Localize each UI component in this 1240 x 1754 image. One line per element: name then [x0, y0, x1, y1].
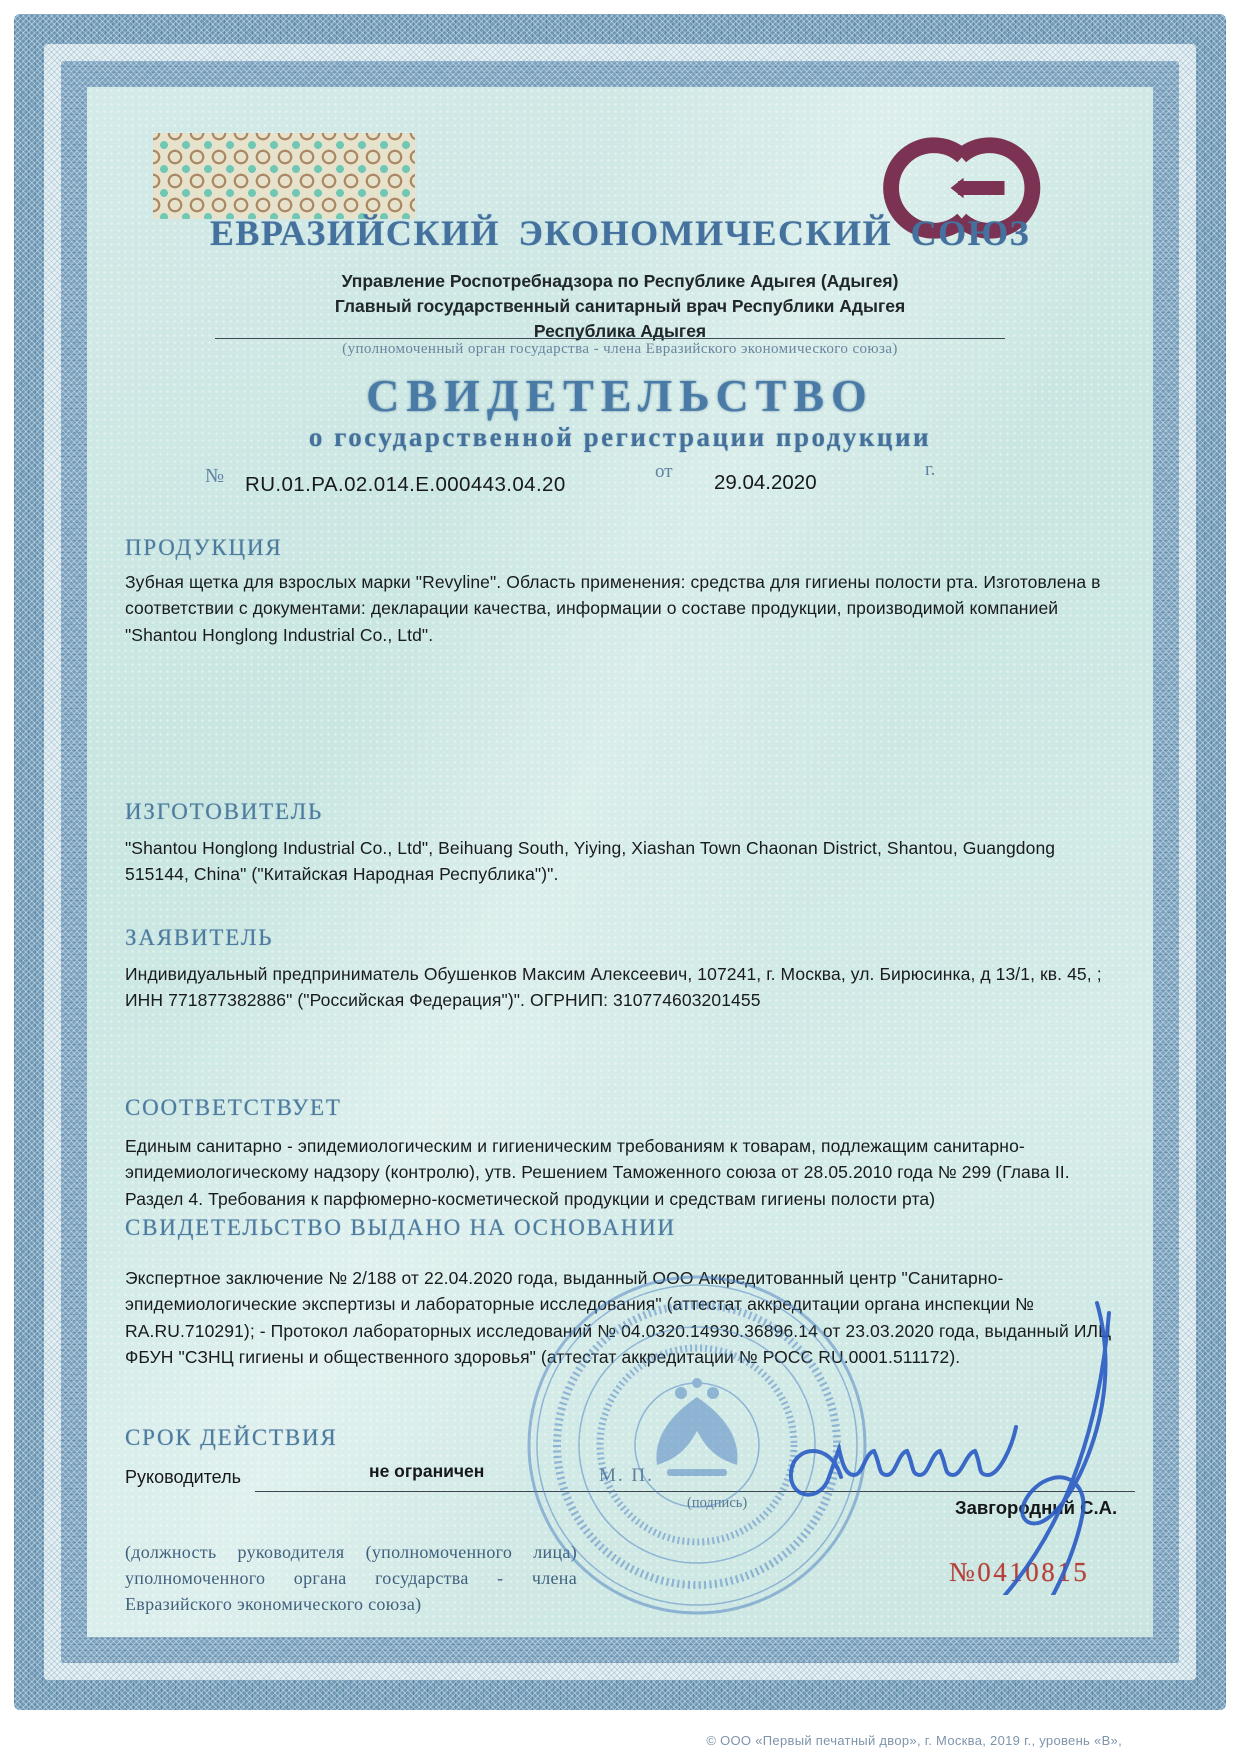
- section-heading-conforms: СООТВЕТСТВУЕТ: [125, 1095, 342, 1120]
- authority-line: Республика Адыгея: [533, 320, 707, 341]
- authority-line: Главный государственный санитарный врач Республики Адыгея: [334, 295, 906, 316]
- handwritten-signature: [541, 1265, 1141, 1595]
- head-official-label: Руководитель: [125, 1467, 241, 1487]
- section-text-manufacturer: "Shantou Honglong Industrial Co., Ltd", Beihuang South, Yiying, Xiashan Town Chaonan District, Shantou, Guangdong 515144, China" ("Китайская Народная Республика")".: [125, 838, 1056, 885]
- section-heading-applicant: ЗАЯВИТЕЛЬ: [125, 925, 274, 950]
- section-heading-manufacturer: ИЗГОТОВИТЕЛЬ: [125, 799, 323, 824]
- section-heading-basis: СВИДЕТЕЛЬСТВО ВЫДАНО НА ОСНОВАНИИ: [125, 1215, 676, 1240]
- number-sign: №: [205, 465, 225, 487]
- printer-imprint: © ООО «Первый печатный двор», г. Москва, 2019 г., уровень «В»,: [706, 1733, 1122, 1748]
- position-caption: (должность руководителя (уполномоченного лица) уполномоченного органа государства - члена Евразийского экономического союза): [125, 1542, 577, 1615]
- inner-guilloche-border: [61, 61, 1179, 1663]
- blank-serial-number: №0410815: [949, 1557, 1090, 1587]
- seal-place-mark: М. П.: [599, 1465, 654, 1486]
- registration-date: 29.04.2020: [714, 471, 817, 494]
- issuing-authority: [87, 269, 1153, 344]
- authority-underline: [215, 338, 1005, 339]
- section-text-basis: Экспертное заключение № 2/188 от 22.04.2020 года, выданный ООО Аккредитованный центр "Санитарно-эпидемиологические экспертизы и лабораторные исследования" (аттестат аккредитации органа инспекции № RA.RU.710291); - Протокол лабораторных исследований № 04.0320.14930.36896.14 от 23.03.2020 года, выданный ИЛЦ ФБУН "СЗНЦ гигиены и общественного здоровья" (аттестат аккредитации № РОСС RU.0001.511172).: [125, 1268, 1112, 1367]
- union-title: ЕВРАЗИЙСКИЙ ЭКОНОМИЧЕСКИЙ СОЮЗ: [209, 213, 1031, 253]
- document-title: СВИДЕТЕЛЬСТВО: [366, 370, 874, 421]
- document-subtitle: о государственной регистрации продукции: [308, 422, 932, 452]
- section-heading-validity: СРОК ДЕЙСТВИЯ: [125, 1425, 338, 1450]
- guilloche-pattern-stamp: [153, 133, 415, 219]
- validity-value: не ограничен: [369, 1461, 485, 1481]
- certificate-body: [87, 87, 1153, 1637]
- section-heading-product: ПРОДУКЦИЯ: [125, 535, 283, 560]
- year-label: г.: [925, 459, 936, 480]
- middle-border-band: [44, 44, 1196, 1680]
- authority-line: Управление Роспотребнадзора по Республике Адыгея (Адыгея): [341, 271, 899, 291]
- outer-guilloche-border: [14, 14, 1226, 1710]
- signature-caption: (подпись): [687, 1495, 748, 1511]
- section-text-product: Зубная щетка для взрослых марки "Revyline". Область применения: средства для гигиены полости рта. Изготовлена в соответствии с документами: декларации качества, информации о составе продукции, производимой компанией "Shantou Honglong Industrial Co., Ltd".: [125, 572, 1101, 645]
- from-label: от: [655, 461, 673, 482]
- registration-number: RU.01.РА.02.014.Е.000443.04.20: [245, 473, 566, 496]
- authority-caption: (уполномоченный орган государства - члена Евразийского экономического союза): [342, 341, 898, 357]
- section-text-conforms: Единым санитарно - эпидемиологическим и гигиеническим требованиям к товарам, подлежащим санитарно-эпидемиологическому надзору (контролю), утв. Решением Таможенного союза от 28.05.2010 года № 299 (Глава II. Раздел 4. Требования к парфюмерно-косметической продукции и средствам гигиены полости рта): [125, 1136, 1070, 1209]
- signer-name: Завгородний С.А.: [955, 1497, 1118, 1518]
- section-text-applicant: Индивидуальный предприниматель Обушенков Максим Алексеевич, 107241, г. Москва, ул. Бирюсинка, д 13/1, кв. 45, ; ИНН 771877382886" ("Российская Федерация")". ОГРНИП: 310774603201455: [125, 964, 1102, 1011]
